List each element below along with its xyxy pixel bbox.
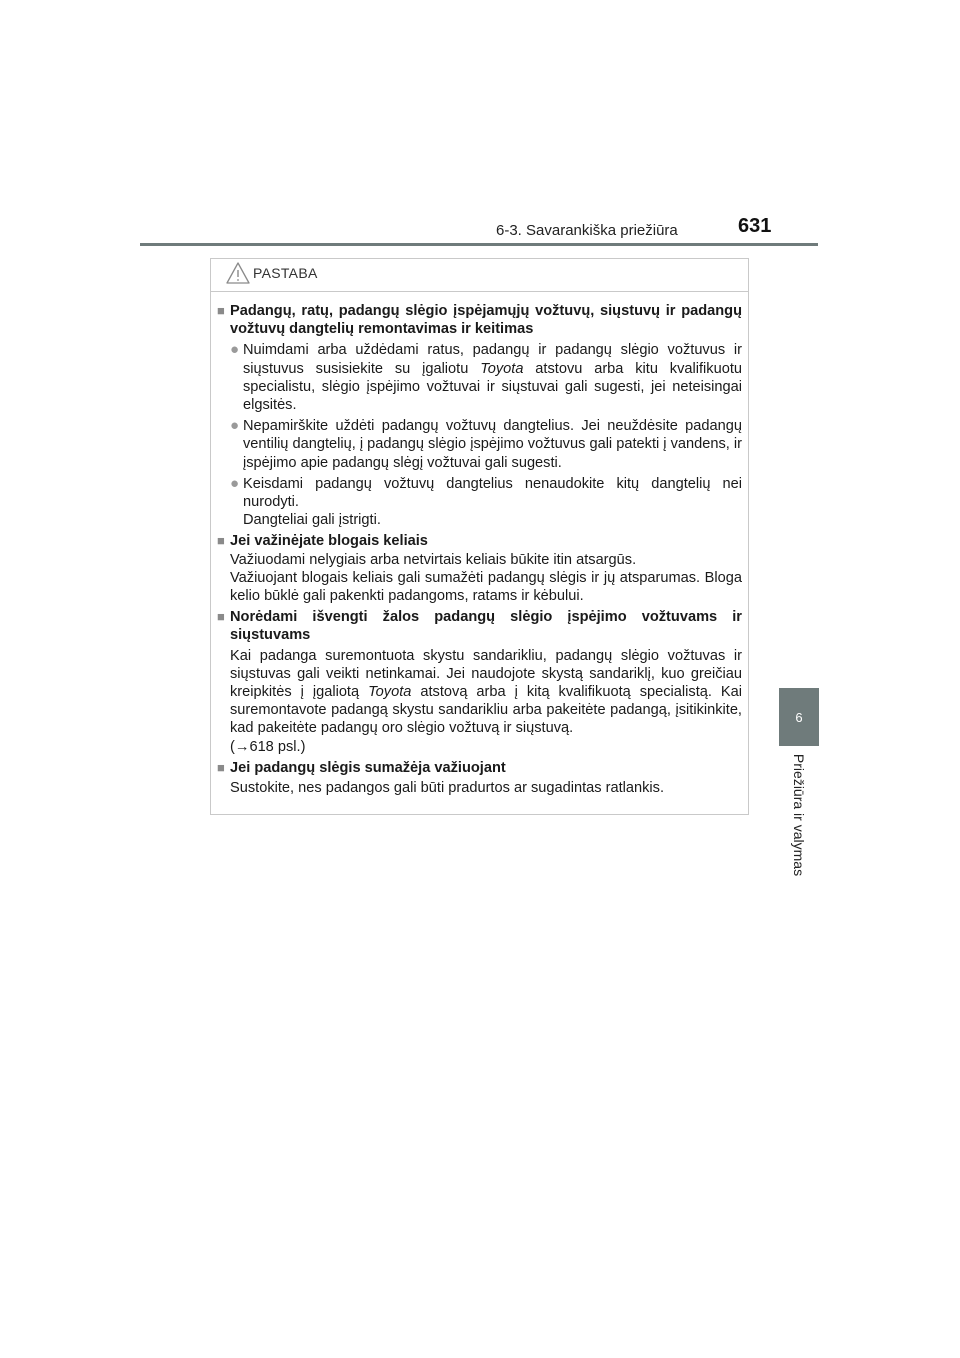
- section-heading: Norėdami išvengti žalos padangų slėgio įspėjimo vožtuvams ir siųstuvams: [230, 609, 742, 644]
- notice-content: [217, 302, 742, 800]
- running-header-section: 6-3. Savarankiška priežiūra: [496, 222, 678, 239]
- square-bullet-icon: ■: [217, 303, 225, 318]
- circle-bullet-icon: ●: [230, 474, 240, 492]
- square-bullet-icon: ■: [217, 533, 225, 549]
- list-item: [230, 341, 742, 414]
- circle-bullet-icon: ●: [230, 417, 240, 435]
- section-heading: Padangų, ratų, padangų slėgio įspėjamųjų vožtuvų, siųstuvų ir padangų vožtuvų dangtelių remontavimas ir keitimas: [230, 303, 742, 338]
- chapter-tab[interactable]: [779, 688, 819, 746]
- item-text: Nuimdami arba uždėdami ratus, padangų ir padangų slėgio vožtuvus ir siųstuvus susisiekite su įgaliotu Toyota atstovu arba kitu kvalifikuotu specialistu, slėgio įspėjimo vožtuvai ir siųstuvai gali sugesti, jei neteisingai elgsitės.: [243, 342, 742, 414]
- notice-box: [210, 258, 749, 815]
- item-text: Nepamirškite uždėti padangų vožtuvų dangtelius. Jei neuždėsite padangų ventilių dangtelių, į padangų slėgio įspėjimo vožtuvus gali patekti į vandens, ir įspėjimo apie padangų slėgį vožtuvai gali sugesti.: [243, 418, 742, 471]
- list-item: [230, 475, 742, 530]
- paragraph: Sustokite, nes padangos gali būti pradurtos ar sugadintas ratlankis.: [230, 780, 665, 797]
- section-pressure-drop: [217, 759, 742, 797]
- brand-name: Toyota: [368, 684, 412, 701]
- chapter-title-vertical: Priežiūra ir valymas: [791, 753, 807, 877]
- square-bullet-icon: ■: [217, 609, 225, 625]
- page-number: 631: [738, 215, 772, 237]
- circle-bullet-icon: ●: [230, 341, 240, 359]
- section-heading: Jei padangų slėgis sumažėja važiuojant: [230, 759, 506, 776]
- brand-name: Toyota: [480, 360, 524, 377]
- section-heading: Jei važinėjate blogais keliais: [230, 533, 428, 550]
- item-text: Keisdami padangų vožtuvų dangtelius nenaudokite kitų dangtelių nei nurodyti.: [243, 475, 742, 511]
- paragraph: Važiuojant blogais keliais gali sumažėti padangų slėgis ir jų atsparumas. Bloga kelio būklė gali pakenkti padangoms, ratams ir kėbului.: [230, 569, 742, 605]
- square-bullet-icon: ■: [217, 759, 225, 775]
- list-item: [230, 417, 742, 472]
- header-rule: [140, 243, 818, 246]
- section-avoid-damage: [217, 608, 742, 756]
- notice-label: PASTABA: [253, 265, 318, 281]
- notice-header: [211, 259, 748, 292]
- page-reference-link[interactable]: (→618 psl.): [230, 738, 306, 755]
- warning-triangle-icon: [225, 261, 251, 285]
- item-text-continued: Dangteliai gali įstrigti.: [243, 512, 381, 529]
- paragraph: Važiuodami nelygiais arba netvirtais keliais būkite itin atsargūs.: [230, 551, 637, 568]
- chapter-number: 6: [795, 709, 803, 725]
- section-repair-replacement: [217, 302, 742, 529]
- paragraph: Kai padanga suremontuota skystu sandarikliu, padangų slėgio vožtuvas ir siųstuvas gali veikti netinkamai. Jei naudojote skystą sandariklį, kuo greičiau kreipkitės į įgaliotą Toyota atstovą arba į kitą kvalifikuotą specialistą. Kai suremontavote padangą skystu sandarikliu arba pakeitėte padangą, įsitikinkite, kad pakeitėte padangų oro slėgio vožtuvą ir siųstuvą.: [230, 647, 743, 737]
- section-bad-roads: [217, 532, 742, 605]
